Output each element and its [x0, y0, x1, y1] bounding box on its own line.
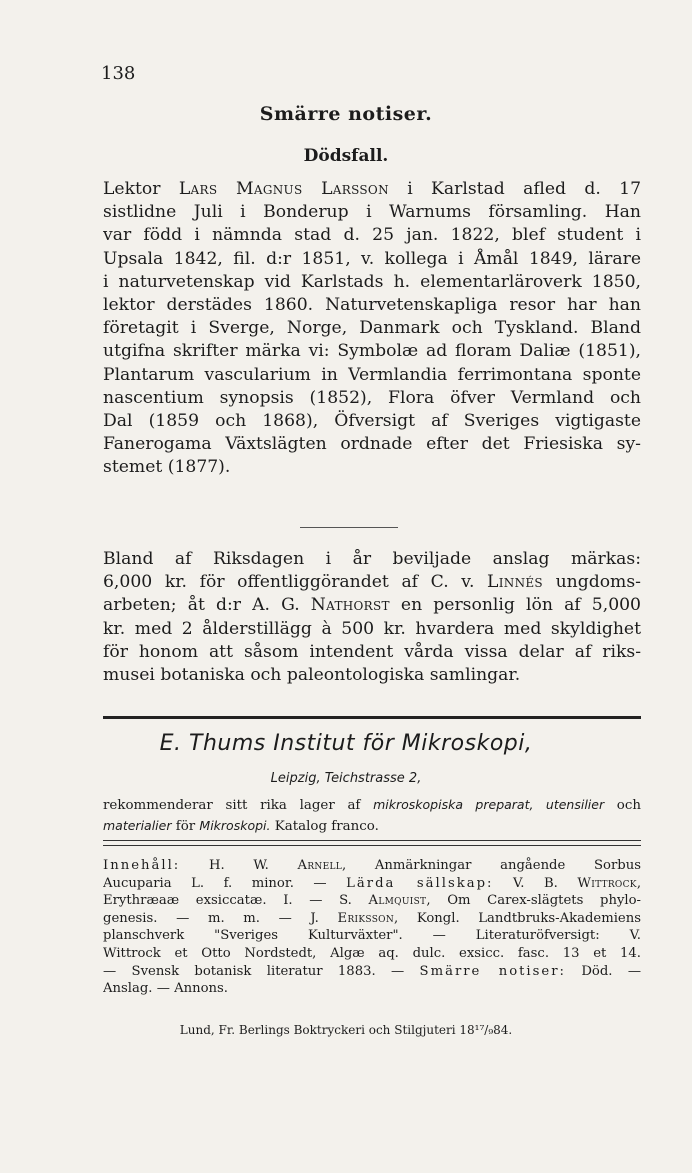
contents-text: Aucuparia L. f. minor. —	[103, 875, 347, 891]
text-line	[103, 594, 641, 617]
text-line: i naturvetenskap vid Karlstads h. elementarläroverk 1850,	[103, 271, 641, 292]
contents-line: Wittrock et Otto Nordstedt, Algæ aq. dulc. exsicc. fasc. 13 et 14.	[103, 945, 641, 961]
text-line: Upsala 1842, fil. d:r 1851, v. kollega i Åmål 1849, lärare	[103, 248, 641, 269]
text-line	[103, 178, 641, 201]
subtitle-obituary: Dödsfall.	[303, 146, 389, 166]
contents-heading: Smärre notiser:	[419, 963, 566, 979]
advert-text: rekommenderar sitt rika lager af	[103, 798, 374, 813]
line-text: Lektor	[103, 179, 179, 199]
text-line: Plantarum vascularium in Vermlandia ferrimontana sponte	[103, 364, 641, 385]
contents-text: , Kongl. Landtbruks-Akademiens	[394, 910, 641, 926]
text-line: kr. med 2 ålderstillägg à 500 kr. hvardera med skyldighet	[103, 618, 641, 639]
printer-imprint: Lund, Fr. Berlings Boktryckeri och Stilgjuteri 18¹⁷/₉84.	[179, 1023, 513, 1037]
double-divider-top	[103, 840, 641, 841]
line-text: arbeten; åt d:r A. G.	[103, 595, 311, 616]
contents-author: Arnell	[297, 858, 342, 873]
text-line: Dal (1859 och 1868), Öfversigt af Sveriges vigtigaste	[103, 410, 641, 431]
text-line: företagit i Sverge, Norge, Danmark och Tyskland. Bland	[103, 318, 641, 339]
contents-text: Död. —	[565, 963, 641, 979]
obituary-paragraph	[103, 178, 641, 479]
advert-text: Katalog franco.	[270, 819, 379, 834]
advert-title: E. Thums Institut för Mikroskopi,	[159, 731, 533, 756]
contents-line	[103, 963, 641, 981]
text-line: stemet (1877).	[103, 457, 231, 478]
text-line: musei botaniska och paleontologiska samlingar.	[103, 664, 521, 685]
advert-italic-text: materialier	[103, 818, 172, 833]
text-line: utgifna skrifter märka vi: Symbolæ ad floram Daliæ (1851),	[103, 341, 641, 362]
contents-author: Eriksson	[337, 910, 395, 926]
contents-text: Erythræaæ exsiccatæ. I. — S.	[103, 893, 369, 909]
page-number: 138	[101, 63, 136, 84]
contents-author: Almquist	[368, 893, 427, 909]
text-line: sistlidne Juli i Bonderup i Warnums församling. Han	[103, 202, 641, 223]
text-line: för honom att såsom intendent vårda vissa delar af riks-	[103, 641, 641, 662]
contents-heading: Lärda sällskap:	[346, 875, 494, 891]
advert-body	[103, 794, 641, 836]
advert-text: för	[171, 819, 200, 834]
text-line	[103, 571, 641, 594]
contents-line	[103, 857, 641, 875]
text-line: lektor derstädes 1860. Naturvetenskapliga resor har han	[103, 294, 641, 315]
contents-line: Anslag. — Annons.	[103, 981, 228, 997]
text-line: Fanerogama Växtslägten ordnade efter det Friesiska sy-	[103, 434, 641, 455]
contents-line	[103, 875, 641, 893]
line-text: en personlig lön af 5,000	[389, 595, 641, 616]
text-line: nascentium synopsis (1852), Flora öfver Vermland och	[103, 387, 641, 408]
line-text: i Karlstad afled d. 17	[388, 179, 641, 199]
person-name: Lars Magnus Larsson	[178, 179, 389, 199]
contents-line	[103, 892, 641, 910]
advert-italic-text: mikroskopiska preparat, utensilier	[373, 797, 605, 812]
contents-line	[103, 910, 641, 928]
double-divider-bottom	[103, 845, 641, 846]
contents-block	[103, 857, 641, 998]
advert-address: Leipzig, Teichstrasse 2,	[270, 771, 422, 786]
grants-paragraph	[103, 548, 641, 687]
advert-italic-text: Mikroskopi.	[199, 818, 271, 833]
contents-text: H. W.	[180, 858, 298, 873]
text-line: var född i nämnda stad d. 25 jan. 1822, blef student i	[103, 225, 641, 246]
thick-divider	[103, 716, 641, 719]
contents-text: , Anmärkningar angående Sorbus	[342, 858, 641, 873]
contents-text: V. B.	[493, 875, 578, 891]
contents-line: planschverk "Sveriges Kulturväxter". — Literaturöfversigt: V.	[103, 928, 641, 944]
advert-line	[103, 815, 641, 836]
short-divider	[300, 527, 398, 528]
line-text: ungdoms-	[542, 572, 641, 593]
text-line: Bland af Riksdagen i år beviljade anslag märkas:	[103, 549, 641, 569]
contents-label: Innehåll:	[103, 858, 181, 873]
person-name: Linnés	[487, 572, 543, 593]
advert-line	[103, 794, 641, 815]
line-text: 6,000 kr. för offentliggörandet af C. v.	[103, 572, 488, 593]
section-title: Smärre notiser.	[259, 103, 433, 125]
person-name: Nathorst	[310, 595, 390, 616]
contents-text: , Om Carex-slägtets phylo-	[426, 893, 641, 909]
contents-text: genesis. — m. m. — J.	[103, 910, 338, 926]
contents-author: Wittrock	[577, 875, 637, 891]
contents-text: ,	[636, 875, 641, 891]
contents-text: — Svensk botanisk literatur 1883. —	[103, 963, 420, 979]
advert-text: och	[604, 798, 641, 813]
